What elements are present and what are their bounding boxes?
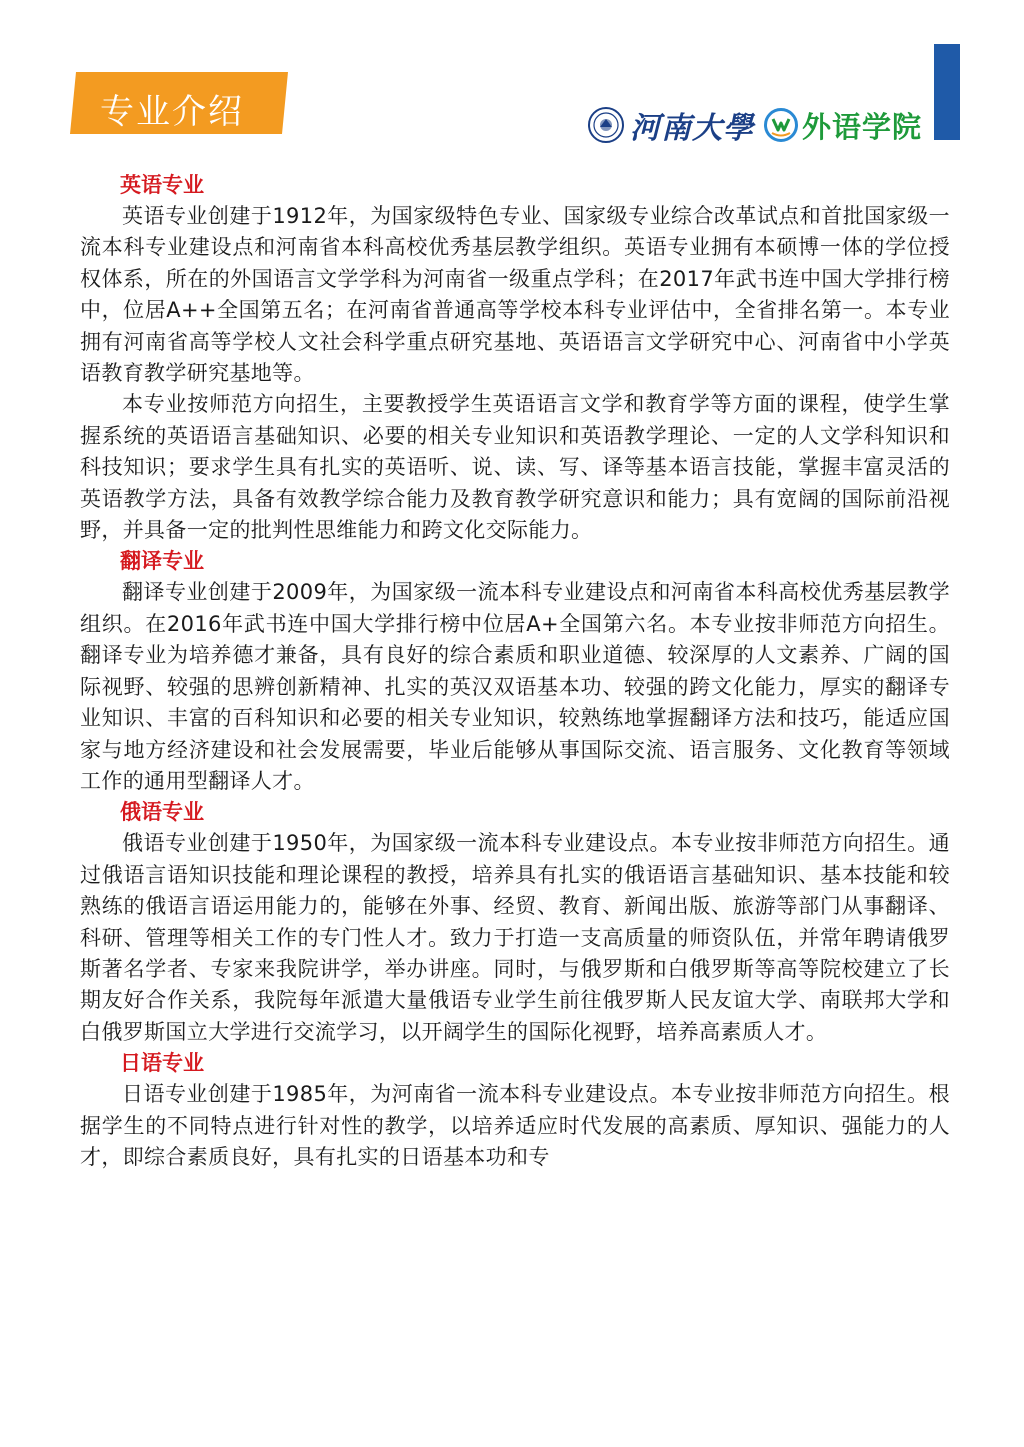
college-name: 外语学院	[802, 109, 923, 144]
section-title-english: 英语专业	[120, 173, 204, 197]
header-logos	[588, 104, 922, 146]
university-name: 河南大學	[630, 111, 754, 146]
accent-bar	[934, 44, 960, 140]
paragraph: 本专业按师范方向招生，主要教授学生英语语言文学和教育学等方面的课程，使学生掌握系统的英语语言基础知识、必要的相关专业知识和英语教学理论、一定的人文学科知识和科技知识；要求学生具有扎实的英语听、说、读、写、译等基本语言技能，掌握丰富灵活的英语教学方法，具备有效教学综合能力及教育教学研究意识和能力；具有宽阔的国际前沿视野，并具备一定的批判性思维能力和跨文化交际能力。	[80, 392, 950, 543]
university-seal-icon	[588, 107, 624, 143]
paragraph: 翻译专业创建于2009年，为国家级一流本科专业建设点和河南省本科高校优秀基层教学组织。在2016年武书连中国大学排行榜中位居A+全国第六名。本专业按非师范方向招生。翻译专业为培养德才兼备，具有良好的综合素质和职业道德、较深厚的人文素养、广阔的国际视野、较强的思辨创新精神、扎实的英汉双语基本功、较强的跨文化能力，厚实的翻译专业知识、丰富的百科知识和必要的相关专业知识，较熟练地掌握翻译方法和技巧，能适应国家与地方经济建设和社会发展需要，毕业后能够从事国际交流、语言服务、文化教育等领域工作的通用型翻译人才。	[80, 580, 950, 793]
section-title-japanese: 日语专业	[120, 1051, 204, 1076]
section-title-translation: 翻译专业	[120, 549, 204, 574]
paragraph: 俄语专业创建于1950年，为国家级一流本科专业建设点。本专业按非师范方向招生。通过俄语言语知识技能和理论课程的教授，培养具有扎实的俄语语言基础知识、基本技能和较熟练的俄语言语运用能力的，能够在外事、经贸、教育、新闻出版、旅游等部门从事翻译、科研、管理等相关工作的专门性人才。致力于打造一支高质量的师资队伍，并常年聘请俄罗斯著名学者、专家来我院讲学，举办讲座。同时，与俄罗斯和白俄罗斯等高等院校建立了长期友好合作关系，我院每年派遣大量俄语专业学生前往俄罗斯人民友谊大学、南联邦大学和白俄罗斯国立大学进行交流学习，以开阔学生的国际化视野，培养高素质人才。	[80, 831, 950, 1044]
paragraph: 英语专业创建于1912年，为国家级特色专业、国家级专业综合改革试点和首批国家级一流本科专业建设点和河南省本科高校优秀基层教学组织。英语专业拥有本硕博一体的学位授权体系，所在的外国语言文学学科为河南省一级重点学科；在2017年武书连中国大学排行榜中，位居A++全国第五名；在河南省普通高等学校本科专业评估中，全省排名第一。本专业拥有河南省高等学校人文社会科学重点研究基地、英语语言文学研究中心、河南省中小学英语教育教学研究基地等。	[80, 204, 950, 386]
section-header-tab	[70, 72, 288, 134]
college-logo-icon	[764, 108, 798, 142]
section-title-russian: 俄语专业	[120, 800, 204, 825]
paragraph: 日语专业创建于1985年，为河南省一流本科专业建设点。本专业按非师范方向招生。根据学生的不同特点进行针对性的教学，以培养适应时代发展的高素质、厚知识、强能力的人才，即综合素质良好，具有扎实的日语基本功和专	[80, 1082, 950, 1169]
main-content	[80, 170, 950, 1173]
header-title: 专业介绍	[100, 92, 244, 132]
